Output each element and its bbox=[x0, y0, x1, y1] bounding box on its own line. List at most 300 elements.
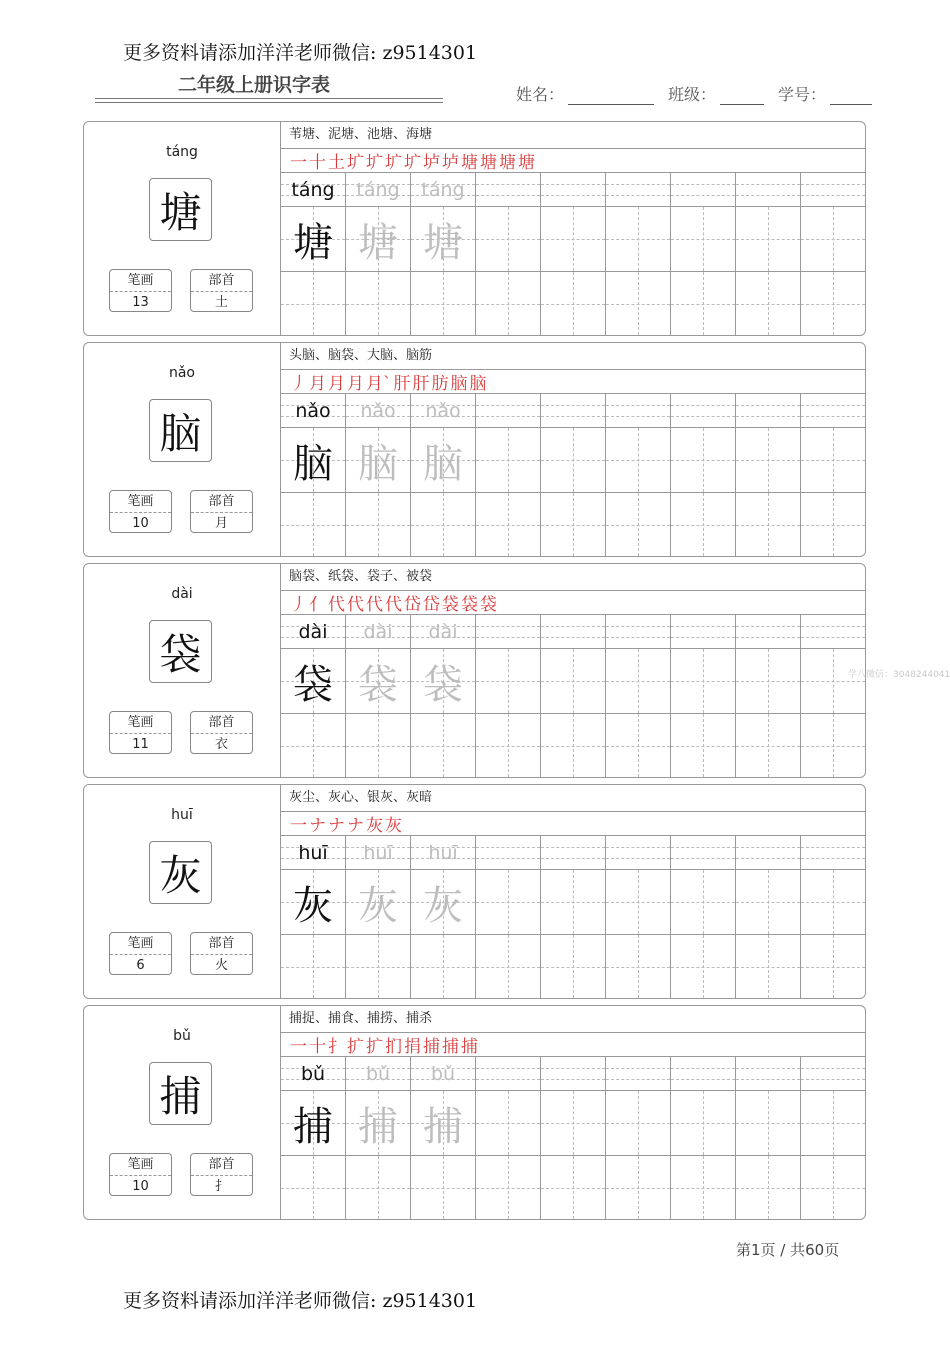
practice-cell[interactable] bbox=[606, 836, 671, 998]
practice-cell[interactable] bbox=[736, 173, 801, 335]
stroke-order-step: 扪 bbox=[385, 1036, 402, 1057]
radical-value: 火 bbox=[214, 958, 228, 973]
practice-cell[interactable] bbox=[801, 615, 865, 777]
stroke-order-step: 十 bbox=[309, 152, 326, 173]
pinyin-writing-box[interactable] bbox=[541, 173, 605, 207]
stroke-count-box bbox=[109, 932, 172, 975]
character-writing-box[interactable] bbox=[671, 428, 735, 493]
class-label: 班级： bbox=[668, 85, 717, 104]
pinyin-writing-box[interactable] bbox=[801, 394, 865, 428]
radical-label: 部首 bbox=[191, 491, 252, 513]
blank-writing-box[interactable] bbox=[541, 493, 605, 556]
pinyin-writing-box[interactable] bbox=[476, 615, 540, 649]
class-field[interactable] bbox=[668, 82, 764, 105]
name-label: 姓名： bbox=[516, 85, 565, 104]
sheet-title: 二年级上册识字表 bbox=[178, 74, 331, 96]
stroke-order-step: 袋 bbox=[480, 594, 497, 615]
practice-character: 灰 bbox=[358, 882, 398, 929]
stroke-order-step: 垆 bbox=[423, 152, 440, 173]
stroke-order-step: 圹 bbox=[404, 152, 421, 173]
practice-cell[interactable] bbox=[671, 1057, 736, 1219]
blank-writing-box[interactable] bbox=[736, 714, 800, 777]
stroke-order-step: 一 bbox=[290, 1036, 307, 1057]
blank-writing-box[interactable] bbox=[736, 493, 800, 556]
blank-writing-box[interactable] bbox=[346, 1156, 410, 1219]
stroke-order-step: 一 bbox=[290, 152, 307, 173]
pinyin-writing-box[interactable] bbox=[476, 1057, 540, 1091]
stroke-order-step: 月 bbox=[328, 373, 345, 394]
character-writing-box[interactable] bbox=[541, 870, 605, 935]
radical-box bbox=[190, 1153, 253, 1196]
class-blank[interactable] bbox=[720, 86, 764, 105]
student-info bbox=[516, 82, 886, 105]
pinyin-writing-box[interactable] bbox=[801, 1057, 865, 1091]
practice-cell[interactable] bbox=[736, 615, 801, 777]
practice-cell[interactable] bbox=[411, 615, 476, 777]
pinyin-writing-box[interactable] bbox=[411, 836, 475, 870]
character-writing-box[interactable] bbox=[346, 1091, 410, 1156]
blank-writing-box[interactable] bbox=[736, 272, 800, 335]
blank-writing-box[interactable] bbox=[606, 272, 670, 335]
practice-pinyin: táng bbox=[291, 178, 335, 201]
stroke-count-label: 笔画 bbox=[110, 1154, 171, 1176]
blank-writing-box[interactable] bbox=[801, 714, 865, 777]
character-writing-box[interactable] bbox=[346, 428, 410, 493]
radical-label: 部首 bbox=[191, 712, 252, 734]
pinyin-writing-box[interactable] bbox=[606, 836, 670, 870]
practice-character: 塘 bbox=[358, 219, 398, 266]
example-words: 苇塘、泥塘、池塘、海塘 bbox=[281, 122, 865, 149]
character-writing-box[interactable] bbox=[606, 870, 670, 935]
character-writing-box[interactable] bbox=[801, 1091, 865, 1156]
practice-cell[interactable] bbox=[541, 173, 606, 335]
student-number-field[interactable] bbox=[778, 82, 872, 105]
student-number-label: 学号： bbox=[778, 85, 827, 104]
practice-cell[interactable] bbox=[346, 615, 411, 777]
stroke-order-step: 扩 bbox=[366, 1036, 383, 1057]
character-writing-box[interactable] bbox=[671, 1091, 735, 1156]
stroke-count-box bbox=[109, 269, 172, 312]
stroke-count-label: 笔画 bbox=[110, 491, 171, 513]
stroke-count-box bbox=[109, 490, 172, 533]
character-summary bbox=[84, 1006, 281, 1219]
practice-cell[interactable] bbox=[671, 394, 736, 556]
character-writing-box[interactable] bbox=[736, 870, 800, 935]
radical-label: 部首 bbox=[191, 1154, 252, 1176]
practice-pinyin: dài bbox=[298, 620, 328, 643]
pinyin-writing-box[interactable] bbox=[736, 1057, 800, 1091]
character-writing-box[interactable] bbox=[736, 1091, 800, 1156]
stroke-order-step: 土 bbox=[328, 152, 345, 173]
practice-character: 灰 bbox=[423, 882, 463, 929]
pinyin-writing-box[interactable] bbox=[736, 615, 800, 649]
character-writing-box[interactable] bbox=[671, 870, 735, 935]
pinyin-writing-box[interactable] bbox=[411, 173, 475, 207]
character-writing-box[interactable] bbox=[801, 649, 865, 714]
blank-writing-box[interactable] bbox=[281, 935, 345, 998]
title-divider bbox=[95, 98, 443, 99]
practice-cell[interactable] bbox=[476, 1057, 541, 1219]
pinyin-writing-box[interactable] bbox=[606, 1057, 670, 1091]
pinyin-writing-box[interactable] bbox=[606, 394, 670, 428]
character-summary bbox=[84, 343, 281, 556]
blank-writing-box[interactable] bbox=[476, 272, 540, 335]
practice-pinyin: bǔ bbox=[365, 1062, 391, 1085]
blank-writing-box[interactable] bbox=[281, 493, 345, 556]
pinyin-writing-box[interactable] bbox=[346, 394, 410, 428]
character-writing-box[interactable] bbox=[606, 649, 670, 714]
stroke-count-label: 笔画 bbox=[110, 712, 171, 734]
blank-writing-box[interactable] bbox=[411, 493, 475, 556]
blank-writing-box[interactable] bbox=[346, 714, 410, 777]
character-writing-box[interactable] bbox=[411, 870, 475, 935]
practice-cell[interactable] bbox=[801, 394, 865, 556]
practice-character: 塘 bbox=[293, 219, 333, 266]
blank-writing-box[interactable] bbox=[606, 714, 670, 777]
practice-cell[interactable] bbox=[281, 836, 346, 998]
blank-writing-box[interactable] bbox=[346, 493, 410, 556]
practice-cell[interactable] bbox=[346, 173, 411, 335]
example-words: 脑袋、纸袋、袋子、被袋 bbox=[281, 564, 865, 591]
practice-cell[interactable] bbox=[411, 173, 476, 335]
stroke-count-label: 笔画 bbox=[110, 270, 171, 292]
stroke-order-step: ナ bbox=[309, 815, 326, 836]
pinyin-writing-box[interactable] bbox=[411, 394, 475, 428]
character-writing-box[interactable] bbox=[346, 649, 410, 714]
stroke-order-step: ナ bbox=[328, 815, 345, 836]
radical-value: 衣 bbox=[214, 737, 228, 752]
practice-cell[interactable] bbox=[801, 836, 865, 998]
pinyin-writing-box[interactable] bbox=[671, 1057, 735, 1091]
character-writing-box[interactable] bbox=[606, 428, 670, 493]
name-blank[interactable] bbox=[568, 86, 654, 105]
character-writing-box[interactable] bbox=[541, 207, 605, 272]
blank-writing-box[interactable] bbox=[541, 935, 605, 998]
blank-writing-box[interactable] bbox=[411, 935, 475, 998]
practice-cell[interactable] bbox=[281, 394, 346, 556]
pinyin-writing-box[interactable] bbox=[346, 173, 410, 207]
radical-box bbox=[190, 711, 253, 754]
summary-pinyin: bǔ bbox=[173, 1028, 191, 1044]
stroke-order-step: 月` bbox=[366, 373, 392, 394]
character-writing-box[interactable] bbox=[541, 649, 605, 714]
blank-writing-box[interactable] bbox=[671, 493, 735, 556]
stroke-count-box bbox=[109, 711, 172, 754]
summary-pinyin: dài bbox=[171, 586, 193, 602]
practice-grid bbox=[281, 173, 865, 335]
practice-cell[interactable] bbox=[736, 836, 801, 998]
pinyin-writing-box[interactable] bbox=[671, 836, 735, 870]
practice-cell[interactable] bbox=[606, 394, 671, 556]
blank-writing-box[interactable] bbox=[671, 714, 735, 777]
practice-pinyin: nǎo bbox=[425, 399, 461, 422]
pinyin-writing-box[interactable] bbox=[671, 615, 735, 649]
blank-writing-box[interactable] bbox=[606, 493, 670, 556]
stroke-order-step: 扩 bbox=[347, 1036, 364, 1057]
radical-box bbox=[190, 269, 253, 312]
practice-cell[interactable] bbox=[671, 836, 736, 998]
stroke-count-value: 10 bbox=[132, 516, 149, 531]
character-writing-box[interactable] bbox=[671, 207, 735, 272]
character-card bbox=[83, 1005, 866, 1220]
pinyin-writing-box[interactable] bbox=[281, 615, 345, 649]
practice-pinyin: bǔ bbox=[300, 1062, 326, 1085]
character-writing-box[interactable] bbox=[476, 1091, 540, 1156]
practice-cell[interactable] bbox=[606, 173, 671, 335]
pinyin-writing-box[interactable] bbox=[476, 394, 540, 428]
stroke-order-step: 代 bbox=[328, 594, 345, 615]
practice-cell[interactable] bbox=[476, 836, 541, 998]
character-writing-box[interactable] bbox=[541, 428, 605, 493]
blank-writing-box[interactable] bbox=[476, 714, 540, 777]
practice-pinyin: táng bbox=[421, 178, 465, 201]
character-writing-box[interactable] bbox=[801, 428, 865, 493]
practice-cell[interactable] bbox=[671, 615, 736, 777]
practice-character: 灰 bbox=[293, 882, 333, 929]
practice-cell[interactable] bbox=[736, 394, 801, 556]
character-writing-box[interactable] bbox=[411, 1091, 475, 1156]
summary-character: 灰 bbox=[149, 841, 212, 904]
blank-writing-box[interactable] bbox=[541, 714, 605, 777]
practice-pinyin: bǔ bbox=[430, 1062, 456, 1085]
character-writing-box[interactable] bbox=[281, 1091, 345, 1156]
stroke-order-step: 肪 bbox=[431, 373, 449, 394]
practice-cell[interactable] bbox=[801, 173, 865, 335]
practice-cell[interactable] bbox=[346, 1057, 411, 1219]
example-words: 头脑、脑袋、大脑、脑筋 bbox=[281, 343, 865, 370]
promo-text-bottom: 更多资料请添加洋洋老师微信: z9514301 bbox=[123, 1290, 478, 1312]
stroke-order-step: 捕 bbox=[442, 1036, 459, 1057]
stroke-order-step: 塘 bbox=[499, 152, 516, 173]
character-writing-box[interactable] bbox=[801, 207, 865, 272]
practice-cell[interactable] bbox=[801, 1057, 865, 1219]
pinyin-writing-box[interactable] bbox=[411, 615, 475, 649]
stroke-order-row bbox=[281, 590, 865, 615]
blank-writing-box[interactable] bbox=[606, 935, 670, 998]
pinyin-writing-box[interactable] bbox=[281, 394, 345, 428]
example-words: 灰尘、灰心、银灰、灰暗 bbox=[281, 785, 865, 812]
character-writing-box[interactable] bbox=[476, 207, 540, 272]
stroke-order-step: 垆 bbox=[442, 152, 459, 173]
stroke-order-row bbox=[281, 369, 865, 394]
stroke-order-step: 塘 bbox=[480, 152, 497, 173]
pinyin-writing-box[interactable] bbox=[801, 173, 865, 207]
practice-pinyin: huī bbox=[428, 841, 458, 864]
character-writing-box[interactable] bbox=[411, 428, 475, 493]
pinyin-writing-box[interactable] bbox=[736, 836, 800, 870]
practice-cell[interactable] bbox=[411, 836, 476, 998]
pinyin-writing-box[interactable] bbox=[541, 836, 605, 870]
stroke-order-step: 塘 bbox=[518, 152, 535, 173]
stroke-order-step: 脑 bbox=[450, 373, 468, 394]
pinyin-writing-box[interactable] bbox=[671, 173, 735, 207]
practice-grid bbox=[281, 1057, 865, 1219]
pinyin-writing-box[interactable] bbox=[411, 1057, 475, 1091]
practice-pinyin: nǎo bbox=[360, 399, 396, 422]
character-summary bbox=[84, 122, 281, 335]
blank-writing-box[interactable] bbox=[736, 935, 800, 998]
pinyin-writing-box[interactable] bbox=[736, 173, 800, 207]
stroke-order-row bbox=[281, 811, 865, 836]
stroke-order-step: 扌 bbox=[328, 1036, 345, 1057]
practice-character: 捕 bbox=[293, 1103, 333, 1150]
practice-cell[interactable] bbox=[476, 615, 541, 777]
practice-cell[interactable] bbox=[411, 394, 476, 556]
blank-writing-box[interactable] bbox=[606, 1156, 670, 1219]
stroke-count-value: 10 bbox=[132, 1179, 149, 1194]
practice-cell[interactable] bbox=[541, 1057, 606, 1219]
blank-writing-box[interactable] bbox=[411, 714, 475, 777]
blank-writing-box[interactable] bbox=[801, 1156, 865, 1219]
practice-cell[interactable] bbox=[281, 173, 346, 335]
character-writing-box[interactable] bbox=[671, 649, 735, 714]
pinyin-writing-box[interactable] bbox=[476, 173, 540, 207]
stroke-order-step: 肝 bbox=[412, 373, 430, 394]
blank-writing-box[interactable] bbox=[541, 1156, 605, 1219]
pinyin-writing-box[interactable] bbox=[801, 615, 865, 649]
blank-writing-box[interactable] bbox=[801, 935, 865, 998]
practice-cell[interactable] bbox=[671, 173, 736, 335]
character-writing-box[interactable] bbox=[736, 207, 800, 272]
character-writing-box[interactable] bbox=[476, 428, 540, 493]
practice-cell[interactable] bbox=[541, 836, 606, 998]
practice-pinyin: dài bbox=[428, 620, 458, 643]
blank-writing-box[interactable] bbox=[476, 1156, 540, 1219]
practice-character: 袋 bbox=[423, 661, 463, 708]
blank-writing-box[interactable] bbox=[346, 935, 410, 998]
practice-cell[interactable] bbox=[736, 1057, 801, 1219]
character-writing-box[interactable] bbox=[281, 207, 345, 272]
pinyin-writing-box[interactable] bbox=[541, 615, 605, 649]
blank-writing-box[interactable] bbox=[801, 493, 865, 556]
stroke-count-label: 笔画 bbox=[110, 933, 171, 955]
blank-writing-box[interactable] bbox=[346, 272, 410, 335]
practice-cell[interactable] bbox=[346, 394, 411, 556]
practice-pinyin: nǎo bbox=[295, 399, 331, 422]
stroke-order-step: 捕 bbox=[461, 1036, 478, 1057]
practice-cell[interactable] bbox=[281, 1057, 346, 1219]
summary-character: 脑 bbox=[149, 399, 212, 462]
stroke-order-step: 脑 bbox=[469, 373, 487, 394]
pinyin-writing-box[interactable] bbox=[346, 615, 410, 649]
stroke-order-step: 袋 bbox=[442, 594, 459, 615]
practice-cell[interactable] bbox=[606, 1057, 671, 1219]
stroke-order-step: 袋 bbox=[461, 594, 478, 615]
character-writing-box[interactable] bbox=[801, 870, 865, 935]
stroke-count-value: 11 bbox=[132, 737, 149, 752]
character-writing-box[interactable] bbox=[411, 207, 475, 272]
character-writing-box[interactable] bbox=[736, 649, 800, 714]
stroke-order-step: 圹 bbox=[366, 152, 383, 173]
student-number-blank[interactable] bbox=[830, 86, 872, 105]
blank-writing-box[interactable] bbox=[801, 272, 865, 335]
character-writing-box[interactable] bbox=[606, 1091, 670, 1156]
character-writing-box[interactable] bbox=[346, 870, 410, 935]
character-writing-box[interactable] bbox=[736, 428, 800, 493]
summary-pinyin: huī bbox=[171, 807, 193, 823]
practice-cell[interactable] bbox=[476, 173, 541, 335]
practice-cell[interactable] bbox=[346, 836, 411, 998]
pinyin-writing-box[interactable] bbox=[281, 836, 345, 870]
blank-writing-box[interactable] bbox=[671, 935, 735, 998]
character-writing-box[interactable] bbox=[281, 428, 345, 493]
pinyin-writing-box[interactable] bbox=[801, 836, 865, 870]
blank-writing-box[interactable] bbox=[476, 493, 540, 556]
character-writing-box[interactable] bbox=[476, 870, 540, 935]
stroke-order-step: 亻 bbox=[309, 594, 326, 615]
character-writing-box[interactable] bbox=[346, 207, 410, 272]
radical-value: 扌 bbox=[214, 1179, 228, 1194]
pinyin-writing-box[interactable] bbox=[606, 615, 670, 649]
stroke-count-value: 13 bbox=[132, 295, 149, 310]
character-writing-box[interactable] bbox=[541, 1091, 605, 1156]
stroke-order-step: 代 bbox=[385, 594, 402, 615]
practice-grid bbox=[281, 615, 865, 777]
practice-character: 脑 bbox=[423, 440, 463, 487]
blank-writing-box[interactable] bbox=[281, 272, 345, 335]
practice-cell[interactable] bbox=[606, 615, 671, 777]
summary-pinyin: táng bbox=[166, 144, 198, 160]
practice-character: 脑 bbox=[293, 440, 333, 487]
blank-writing-box[interactable] bbox=[671, 272, 735, 335]
stroke-count-box bbox=[109, 1153, 172, 1196]
pinyin-writing-box[interactable] bbox=[541, 1057, 605, 1091]
stroke-order-step: 捐 bbox=[404, 1036, 421, 1057]
stroke-order-step: 岱 bbox=[423, 594, 440, 615]
radical-label: 部首 bbox=[191, 933, 252, 955]
pinyin-writing-box[interactable] bbox=[736, 394, 800, 428]
practice-cell[interactable] bbox=[281, 615, 346, 777]
character-writing-box[interactable] bbox=[476, 649, 540, 714]
stroke-order-step: 灰 bbox=[385, 815, 402, 836]
pinyin-writing-box[interactable] bbox=[281, 173, 345, 207]
blank-writing-box[interactable] bbox=[736, 1156, 800, 1219]
character-writing-box[interactable] bbox=[281, 649, 345, 714]
practice-cell[interactable] bbox=[541, 394, 606, 556]
pinyin-writing-box[interactable] bbox=[606, 173, 670, 207]
promo-text-top: 更多资料请添加洋洋老师微信: z9514301 bbox=[123, 42, 478, 64]
pinyin-writing-box[interactable] bbox=[671, 394, 735, 428]
character-writing-box[interactable] bbox=[606, 207, 670, 272]
stroke-order-row bbox=[281, 1032, 865, 1057]
pinyin-writing-box[interactable] bbox=[346, 1057, 410, 1091]
character-writing-box[interactable] bbox=[411, 649, 475, 714]
character-writing-box[interactable] bbox=[281, 870, 345, 935]
stroke-order-step: 圹 bbox=[347, 152, 364, 173]
radical-value: 月 bbox=[214, 516, 228, 531]
stroke-order-step: 代 bbox=[347, 594, 364, 615]
stroke-order-step: 岱 bbox=[404, 594, 421, 615]
pinyin-writing-box[interactable] bbox=[281, 1057, 345, 1091]
name-field[interactable] bbox=[516, 82, 654, 105]
blank-writing-box[interactable] bbox=[281, 714, 345, 777]
pinyin-writing-box[interactable] bbox=[476, 836, 540, 870]
practice-cell[interactable] bbox=[411, 1057, 476, 1219]
practice-cell[interactable] bbox=[541, 615, 606, 777]
summary-pinyin: nǎo bbox=[168, 365, 196, 381]
practice-cell[interactable] bbox=[476, 394, 541, 556]
pinyin-writing-box[interactable] bbox=[346, 836, 410, 870]
blank-writing-box[interactable] bbox=[411, 1156, 475, 1219]
blank-writing-box[interactable] bbox=[541, 272, 605, 335]
practice-character: 脑 bbox=[358, 440, 398, 487]
blank-writing-box[interactable] bbox=[411, 272, 475, 335]
pinyin-writing-box[interactable] bbox=[541, 394, 605, 428]
blank-writing-box[interactable] bbox=[476, 935, 540, 998]
blank-writing-box[interactable] bbox=[671, 1156, 735, 1219]
stroke-order-step: 圹 bbox=[385, 152, 402, 173]
blank-writing-box[interactable] bbox=[281, 1156, 345, 1219]
